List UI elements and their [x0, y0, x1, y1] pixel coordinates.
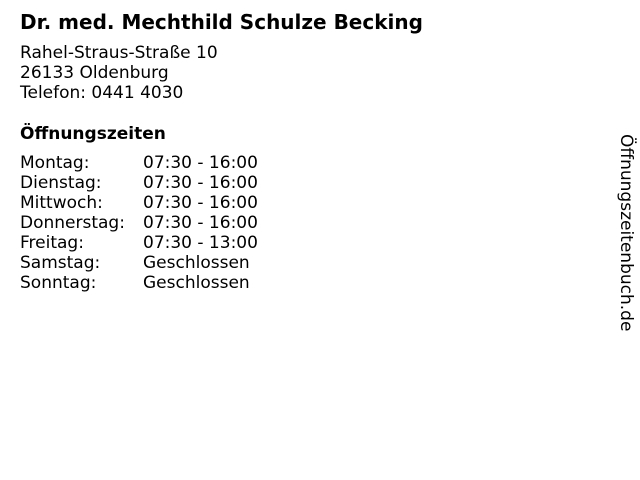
time-range: 07:30 - 16:00 — [143, 173, 258, 193]
day-label: Dienstag: — [20, 173, 102, 193]
day-label: Montag: — [20, 153, 90, 173]
day-label: Sonntag: — [20, 273, 97, 293]
hours-row-wednesday — [20, 193, 258, 213]
hours-row-sunday — [20, 273, 258, 293]
hours-row-monday — [20, 153, 258, 173]
phone-number: Telefon: 0441 4030 — [20, 83, 184, 103]
business-name: Dr. med. Mechthild Schulze Becking — [20, 10, 423, 34]
site-watermark: Öffnungszeitenbuch.de — [616, 134, 636, 332]
day-label: Mittwoch: — [20, 193, 103, 213]
day-label: Samstag: — [20, 253, 101, 273]
city-postal: 26133 Oldenburg — [20, 63, 169, 83]
hours-row-friday — [20, 233, 258, 253]
time-range: Geschlossen — [143, 273, 250, 293]
hours-row-tuesday — [20, 173, 258, 193]
opening-hours-heading: Öffnungszeiten — [20, 124, 166, 144]
opening-hours-list — [20, 153, 258, 293]
time-range: 07:30 - 16:00 — [143, 193, 258, 213]
street-address: Rahel-Straus-Straße 10 — [20, 43, 218, 63]
hours-row-thursday — [20, 213, 258, 233]
hours-row-saturday — [20, 253, 258, 273]
day-label: Donnerstag: — [20, 213, 125, 233]
time-range: Geschlossen — [143, 253, 250, 273]
time-range: 07:30 - 16:00 — [143, 213, 258, 233]
day-label: Freitag: — [20, 233, 84, 253]
address-block — [20, 43, 218, 103]
time-range: 07:30 - 16:00 — [143, 153, 258, 173]
time-range: 07:30 - 13:00 — [143, 233, 258, 253]
